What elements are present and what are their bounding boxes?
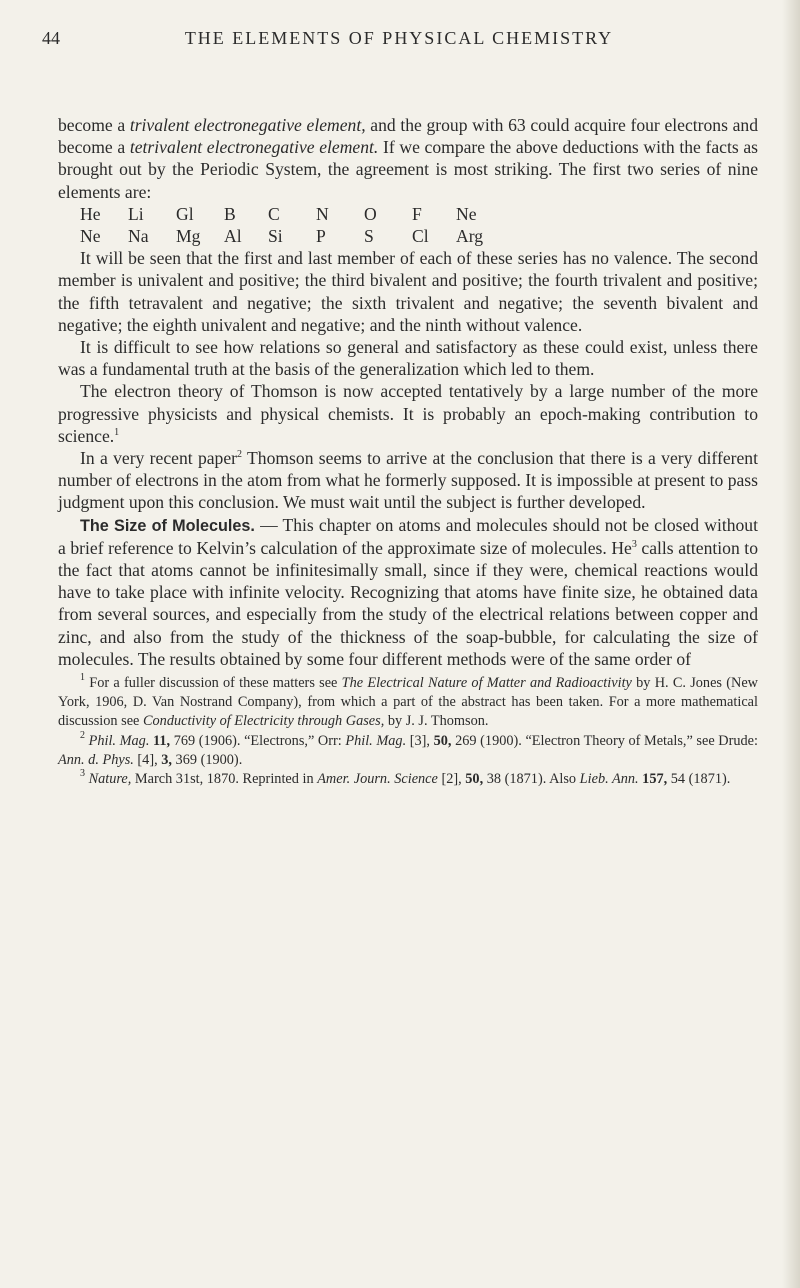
element-cell: Cl: [412, 226, 429, 247]
element-cell: N: [316, 203, 329, 224]
footnotes: [58, 674, 758, 789]
volume: 3,: [161, 751, 172, 768]
text-run: The electron theory of Thomson is now accepted tentatively by a large number of the more progressive physicists and physical chemists. It is probably an epoch-making contribution to science.: [58, 381, 758, 446]
text-run: 38 (1871). Also: [483, 771, 580, 788]
text-run: calls attention to the fact that atoms cannot be infinitesimally small, since if they were, chemical reactions would have to take place with infinite velocity. Recognizing that atoms have finite size, he obtained data from several sources, and especially from the study of the electrical relations between copper and zinc, and also from the study of the thickness of the soap-bubble, for calculating the size of molecules. The results obtained by some four different methods were of the same order of: [58, 537, 758, 669]
volume: 157,: [638, 771, 668, 788]
running-title: THE ELEMENTS OF PHYSICAL CHEMISTRY: [184, 28, 614, 48]
emphasis-tetrivalent: tetrivalent electronegative element.: [129, 137, 379, 158]
cited-journal: Phil. Mag.: [345, 732, 407, 749]
emphasis-trivalent: trivalent electronegative element,: [129, 115, 366, 135]
element-cell: Ne: [456, 203, 477, 224]
paragraph-recent-paper: [58, 447, 758, 514]
text-run: In a very recent paper: [80, 448, 238, 469]
footnote-mark: 1: [80, 672, 85, 684]
element-cell: Gl: [176, 203, 194, 224]
cited-journal: Phil. Mag.: [88, 732, 150, 749]
cited-title: The Electrical Nature of Matter and Radioactivity: [341, 675, 632, 692]
element-cell: Li: [128, 203, 144, 224]
footnote-mark: 2: [80, 729, 85, 741]
periodic-series-table: [80, 203, 504, 247]
text-run: — This chapter on atoms and molecules should not be closed without a brief reference to Kelvin’s calculation of the approximate size of molecules. He: [58, 514, 758, 558]
element-cell: Si: [268, 226, 283, 247]
element-cell: F: [412, 203, 422, 224]
element-cell: Al: [224, 226, 242, 247]
footnote-ref-2[interactable]: 2: [237, 449, 243, 461]
cited-title: Conductivity of Electricity through Gases,: [142, 713, 385, 730]
page-header: [40, 28, 758, 58]
text-run: [3],: [406, 732, 434, 749]
text-run: [2],: [437, 771, 466, 788]
text-run: 54 (1871).: [667, 771, 731, 788]
section-heading: The Size of Molecules.: [80, 516, 255, 535]
cited-journal: Ann. d. Phys.: [58, 751, 134, 768]
text-run: If we compare the above deductions with the facts as brought out by the Periodic System, the agreement is most striking. The first two series of nine elements are:: [58, 137, 759, 202]
text-run: March 31st, 1870. Reprinted in: [131, 771, 318, 788]
text-run: For a fuller discussion of these matters see: [85, 675, 342, 692]
paragraph-generalization: It is difficult to see how relations so general and satisfactory as these could exist, unless there was a fundamental truth at the basis of the generalization which led to them.: [58, 337, 758, 380]
paragraph-series-valence: It will be seen that the first and last member of each of these series has no valence. The second member is univalent and positive; the third bivalent and positive; the fourth trivalent and positive; the fifth tetravalent and negative; the sixth trivalent and negative; the seventh bivalent and negative; the eighth univalent and negative; and the ninth without valence.: [58, 248, 758, 335]
footnote-ref-1[interactable]: 1: [114, 426, 120, 438]
element-cell: Ne: [80, 226, 101, 247]
paragraph-valence-continuation: [58, 114, 758, 203]
element-cell: O: [364, 203, 377, 224]
footnote-3: [58, 770, 758, 789]
text-run: and the group with 63 could acquire four electrons and become a: [58, 115, 758, 158]
footnote-1: [58, 674, 758, 732]
text-run: 769 (1906). “Electrons,” Orr:: [170, 732, 346, 749]
element-cell: B: [224, 203, 236, 224]
volume: 11,: [149, 732, 171, 749]
element-cell: He: [80, 203, 101, 224]
element-cell: Arg: [456, 226, 484, 247]
text-run: by J. J. Thomson.: [384, 713, 489, 730]
page-edge-shadow: [782, 0, 800, 1288]
paragraph-electron-theory: [58, 380, 758, 447]
cited-journal: Amer. Journ. Science: [317, 771, 438, 788]
element-cell: S: [364, 226, 374, 247]
text-run: 269 (1900). “Electron Theory of Metals,” see Drude:: [451, 732, 758, 749]
volume: 50,: [433, 732, 452, 749]
footnote-mark: 3: [80, 768, 85, 780]
series-row-2: [80, 225, 504, 247]
element-cell: Mg: [176, 226, 201, 247]
cited-journal: Nature,: [88, 771, 132, 788]
book-page: [40, 28, 758, 789]
paragraph-size-of-molecules: [58, 514, 758, 670]
element-cell: Na: [128, 226, 149, 247]
text-run: [4],: [133, 751, 162, 768]
element-cell: C: [268, 203, 280, 224]
volume: 50,: [465, 771, 484, 788]
page-body: [40, 114, 758, 789]
element-cell: P: [316, 226, 326, 247]
cited-journal: Lieb. Ann.: [579, 771, 639, 788]
page-number: 44: [42, 28, 60, 48]
text-run: 369 (1900).: [171, 751, 243, 768]
text-run: become a: [58, 115, 130, 135]
footnote-ref-3[interactable]: 3: [631, 538, 637, 550]
text-run: Thomson seems to arrive at the conclusion that there is a very different number of electrons in the atom from what he formerly supposed. It is impossible at present to pass judgment upon this conclusion. We must wait until the subject is further developed.: [58, 448, 758, 513]
text-run: by H. C. Jones (New York, 1906, D. Van Nostrand Company), from which a part of the abstract has been taken. For a more mathematical discussion see: [58, 675, 758, 730]
footnote-2: [58, 729, 758, 770]
series-row-1: [80, 203, 504, 225]
